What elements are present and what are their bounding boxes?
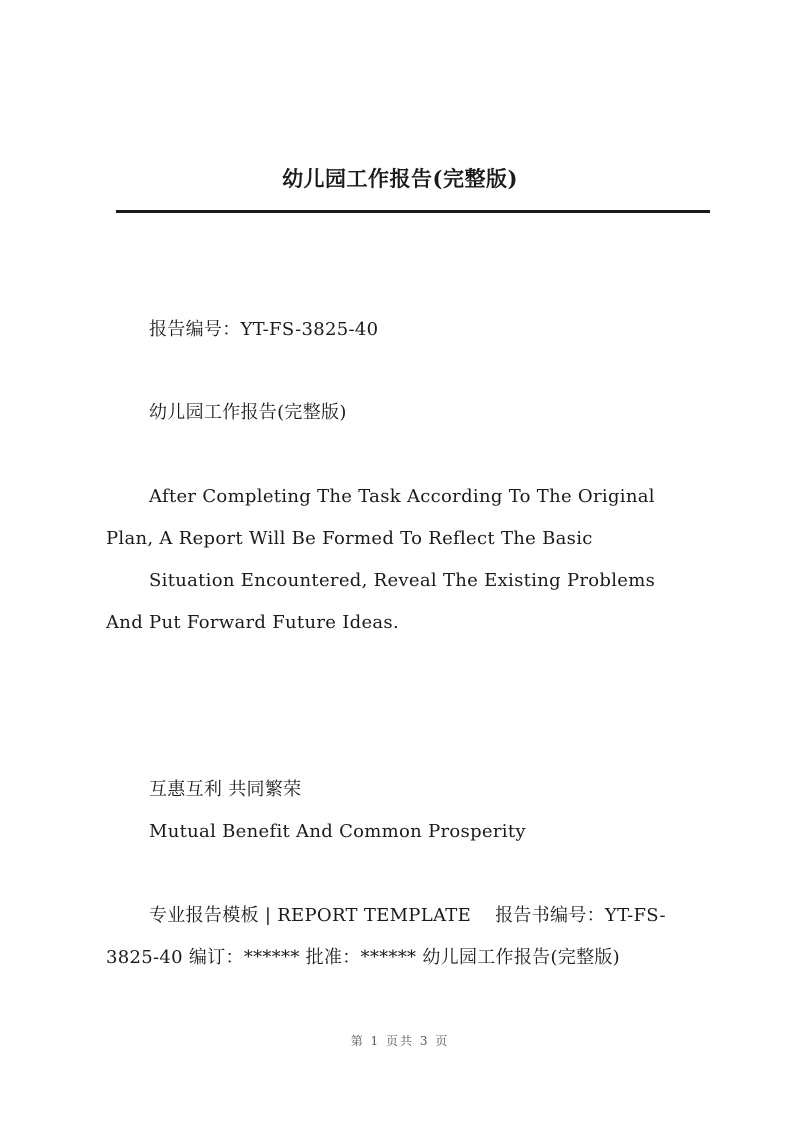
motto-english: Mutual Benefit And Common Prosperity: [149, 821, 526, 842]
header-divider: [116, 210, 710, 213]
document-title: 幼儿园工作报告(完整版): [149, 402, 347, 423]
report-number: 报告编号：YT-FS-3825-40: [149, 319, 379, 340]
page-header-title: 幼儿园工作报告(完整版): [282, 166, 518, 191]
intro-line-1: After Completing The Task According To The Original: [149, 486, 655, 507]
template-footer-line-2: 3825-40 编订：****** 批准：****** 幼儿园工作报告(完整版): [106, 947, 621, 968]
template-footer-line-1: 专业报告模板 | REPORT TEMPLATE 报告书编号：YT-FS-: [149, 905, 666, 926]
intro-line-4: And Put Forward Future Ideas.: [106, 612, 399, 633]
intro-line-3: Situation Encountered, Reveal The Existing Problems: [149, 570, 656, 591]
page-number: 第 1 页共 3 页: [350, 1034, 450, 1048]
intro-line-2: Plan, A Report Will Be Formed To Reflect The Basic: [106, 528, 593, 549]
motto-chinese: 互惠互利 共同繁荣: [149, 779, 302, 800]
